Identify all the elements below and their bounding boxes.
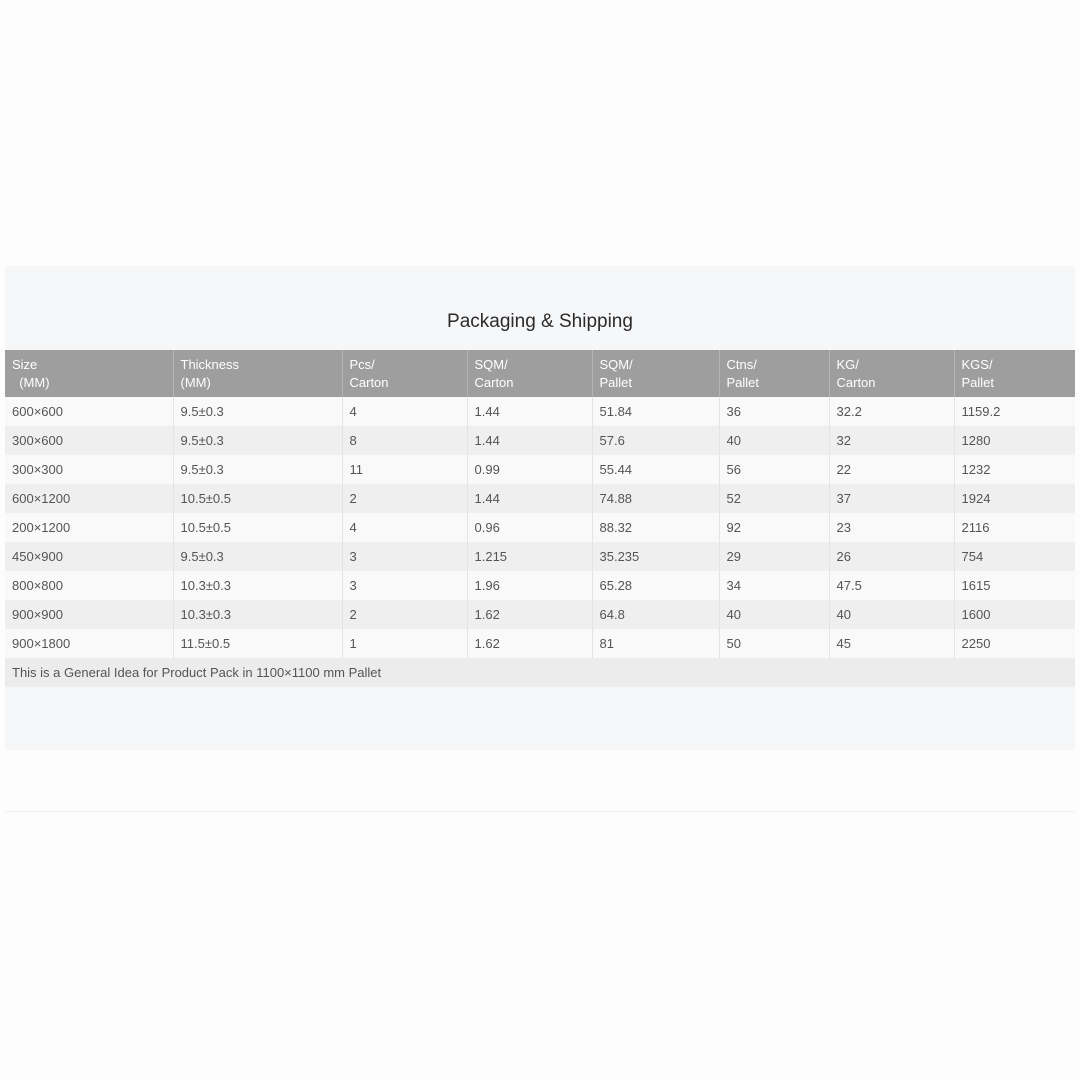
cell-kgs-pallet: 754 [954, 542, 1075, 571]
table-row [5, 513, 1075, 542]
cell-size: 300×300 [5, 455, 173, 484]
packaging-shipping-panel [5, 266, 1075, 750]
cell-ctns-pallet: 34 [719, 571, 829, 600]
cell-thickness: 9.5±0.3 [173, 397, 342, 426]
cell-pcs-carton: 2 [342, 484, 467, 513]
cell-kg-carton: 45 [829, 629, 954, 658]
cell-kg-carton: 22 [829, 455, 954, 484]
cell-ctns-pallet: 52 [719, 484, 829, 513]
cell-kgs-pallet: 2250 [954, 629, 1075, 658]
cell-sqm-pallet: 51.84 [592, 397, 719, 426]
cell-size: 450×900 [5, 542, 173, 571]
cell-pcs-carton: 8 [342, 426, 467, 455]
cell-ctns-pallet: 36 [719, 397, 829, 426]
cell-kgs-pallet: 2116 [954, 513, 1075, 542]
cell-thickness: 9.5±0.3 [173, 542, 342, 571]
cell-kg-carton: 37 [829, 484, 954, 513]
cell-kg-carton: 40 [829, 600, 954, 629]
cell-thickness: 10.5±0.5 [173, 484, 342, 513]
cell-size: 200×1200 [5, 513, 173, 542]
table-row [5, 629, 1075, 658]
table-note-row [5, 658, 1075, 687]
cell-kgs-pallet: 1924 [954, 484, 1075, 513]
table-row [5, 600, 1075, 629]
header-sqm-carton: SQM/ Carton [467, 350, 592, 397]
cell-thickness: 9.5±0.3 [173, 455, 342, 484]
header-kgs-pallet: KGS/ Pallet [954, 350, 1075, 397]
table-row [5, 426, 1075, 455]
cell-sqm-pallet: 81 [592, 629, 719, 658]
cell-sqm-carton: 1.44 [467, 397, 592, 426]
header-size: Size (MM) [5, 350, 173, 397]
cell-size: 300×600 [5, 426, 173, 455]
table-note: This is a General Idea for Product Pack in 1100×1100 mm Pallet [5, 658, 1075, 687]
cell-size: 900×900 [5, 600, 173, 629]
cell-sqm-carton: 1.96 [467, 571, 592, 600]
table-row [5, 397, 1075, 426]
cell-pcs-carton: 11 [342, 455, 467, 484]
cell-size: 800×800 [5, 571, 173, 600]
cell-kg-carton: 47.5 [829, 571, 954, 600]
cell-thickness: 10.3±0.3 [173, 600, 342, 629]
cell-sqm-pallet: 57.6 [592, 426, 719, 455]
cell-ctns-pallet: 29 [719, 542, 829, 571]
cell-kg-carton: 23 [829, 513, 954, 542]
cell-ctns-pallet: 40 [719, 426, 829, 455]
cell-sqm-carton: 1.62 [467, 629, 592, 658]
cell-pcs-carton: 3 [342, 571, 467, 600]
cell-sqm-carton: 0.99 [467, 455, 592, 484]
cell-thickness: 10.3±0.3 [173, 571, 342, 600]
cell-pcs-carton: 2 [342, 600, 467, 629]
cell-kgs-pallet: 1600 [954, 600, 1075, 629]
cell-sqm-pallet: 55.44 [592, 455, 719, 484]
cell-kgs-pallet: 1159.2 [954, 397, 1075, 426]
section-title: Packaging & Shipping [447, 311, 633, 332]
table-header-row [5, 350, 1075, 397]
cell-kgs-pallet: 1615 [954, 571, 1075, 600]
cell-thickness: 9.5±0.3 [173, 426, 342, 455]
cell-size: 900×1800 [5, 629, 173, 658]
cell-kgs-pallet: 1232 [954, 455, 1075, 484]
cell-size: 600×600 [5, 397, 173, 426]
table-row [5, 542, 1075, 571]
cell-kgs-pallet: 1280 [954, 426, 1075, 455]
cell-ctns-pallet: 50 [719, 629, 829, 658]
cell-sqm-pallet: 74.88 [592, 484, 719, 513]
table-row [5, 571, 1075, 600]
cell-sqm-pallet: 88.32 [592, 513, 719, 542]
header-kg-carton: KG/ Carton [829, 350, 954, 397]
cell-ctns-pallet: 56 [719, 455, 829, 484]
cell-kg-carton: 32.2 [829, 397, 954, 426]
table-row [5, 455, 1075, 484]
cell-pcs-carton: 4 [342, 397, 467, 426]
cell-ctns-pallet: 40 [719, 600, 829, 629]
cell-sqm-carton: 0.96 [467, 513, 592, 542]
cell-ctns-pallet: 92 [719, 513, 829, 542]
cell-thickness: 11.5±0.5 [173, 629, 342, 658]
header-thickness: Thickness (MM) [173, 350, 342, 397]
cell-sqm-carton: 1.44 [467, 484, 592, 513]
header-sqm-pallet: SQM/ Pallet [592, 350, 719, 397]
cell-pcs-carton: 1 [342, 629, 467, 658]
cell-sqm-pallet: 35.235 [592, 542, 719, 571]
cell-sqm-pallet: 64.8 [592, 600, 719, 629]
table-row [5, 484, 1075, 513]
cell-sqm-carton: 1.44 [467, 426, 592, 455]
cell-kg-carton: 32 [829, 426, 954, 455]
cell-pcs-carton: 3 [342, 542, 467, 571]
cell-pcs-carton: 4 [342, 513, 467, 542]
cell-size: 600×1200 [5, 484, 173, 513]
cell-kg-carton: 26 [829, 542, 954, 571]
cell-sqm-carton: 1.215 [467, 542, 592, 571]
header-ctns-pallet: Ctns/ Pallet [719, 350, 829, 397]
cell-thickness: 10.5±0.5 [173, 513, 342, 542]
divider [5, 811, 1075, 812]
cell-sqm-carton: 1.62 [467, 600, 592, 629]
packaging-table [5, 350, 1075, 687]
header-pcs-carton: Pcs/ Carton [342, 350, 467, 397]
cell-sqm-pallet: 65.28 [592, 571, 719, 600]
